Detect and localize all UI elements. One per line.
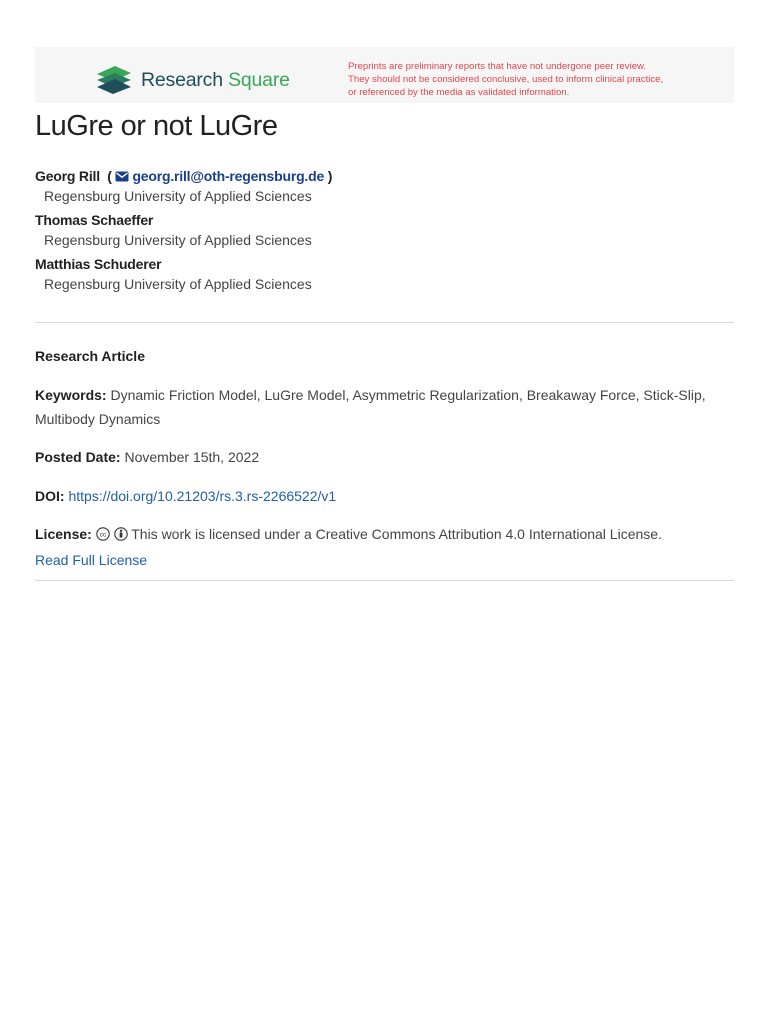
keywords-label: Keywords: xyxy=(35,387,107,403)
doi-label: DOI: xyxy=(35,488,65,504)
author-name: Georg Rill xyxy=(35,168,100,184)
author-email: georg.rill@oth-regensburg.de xyxy=(132,168,325,184)
author-entry xyxy=(35,210,735,250)
disclaimer-line: or referenced by the media as validated information. xyxy=(348,87,570,98)
license-text: This work is licensed under a Creative Commons Attribution 4.0 International License. xyxy=(131,526,662,542)
author-affiliation: Regensburg University of Applied Sciences xyxy=(44,276,312,292)
research-square-logo[interactable] xyxy=(95,65,290,95)
doi-link[interactable]: https://doi.org/10.21203/rs.3.rs-2266522/v1 xyxy=(68,488,337,504)
author-entry: Georg Rill ( georg.rill@oth-regensburg.de ) Regensburg University of Applied Sciences xyxy=(35,166,735,206)
posted-date-field xyxy=(35,445,734,469)
by-icon xyxy=(114,527,128,541)
author-affiliation: Regensburg University of Applied Sciences xyxy=(44,188,312,204)
svg-text:cc: cc xyxy=(99,531,106,539)
doi-field xyxy=(35,484,734,508)
posted-date-value: November 15th, 2022 xyxy=(124,449,260,465)
author-name: Matthias Schuderer xyxy=(35,256,162,272)
author-affiliation: Regensburg University of Applied Sciences xyxy=(44,232,312,248)
paper-title: LuGre or not LuGre xyxy=(35,110,278,142)
research-square-logo-icon xyxy=(95,65,133,95)
cc-icon xyxy=(96,527,110,541)
license-icons xyxy=(96,524,128,548)
divider xyxy=(35,322,734,323)
license-label: License: xyxy=(35,526,92,542)
author-email-link[interactable] xyxy=(115,168,324,184)
read-full-license-link[interactable]: Read Full License xyxy=(35,552,148,568)
posted-date-label: Posted Date: xyxy=(35,449,121,465)
research-square-banner xyxy=(35,47,734,103)
keywords-field xyxy=(35,383,734,431)
author-name: Thomas Schaeffer xyxy=(35,212,154,228)
article-type: Research Article xyxy=(35,348,145,364)
research-square-wordmark: Research Square xyxy=(141,68,290,91)
envelope-icon xyxy=(115,171,129,182)
disclaimer-line: They should not be considered conclusive, used to inform clinical practice, xyxy=(348,74,664,85)
disclaimer-line: Preprints are preliminary reports that have not undergone peer review. xyxy=(348,61,647,72)
author-list xyxy=(35,166,735,298)
divider xyxy=(35,580,734,581)
license-field xyxy=(35,522,734,572)
preprint-disclaimer xyxy=(348,60,728,99)
keywords-value: Dynamic Friction Model, LuGre Model, Asymmetric Regularization, Breakaway Force, Stick-Slip, Multibody Dynamics xyxy=(35,387,706,427)
author-entry xyxy=(35,254,735,294)
